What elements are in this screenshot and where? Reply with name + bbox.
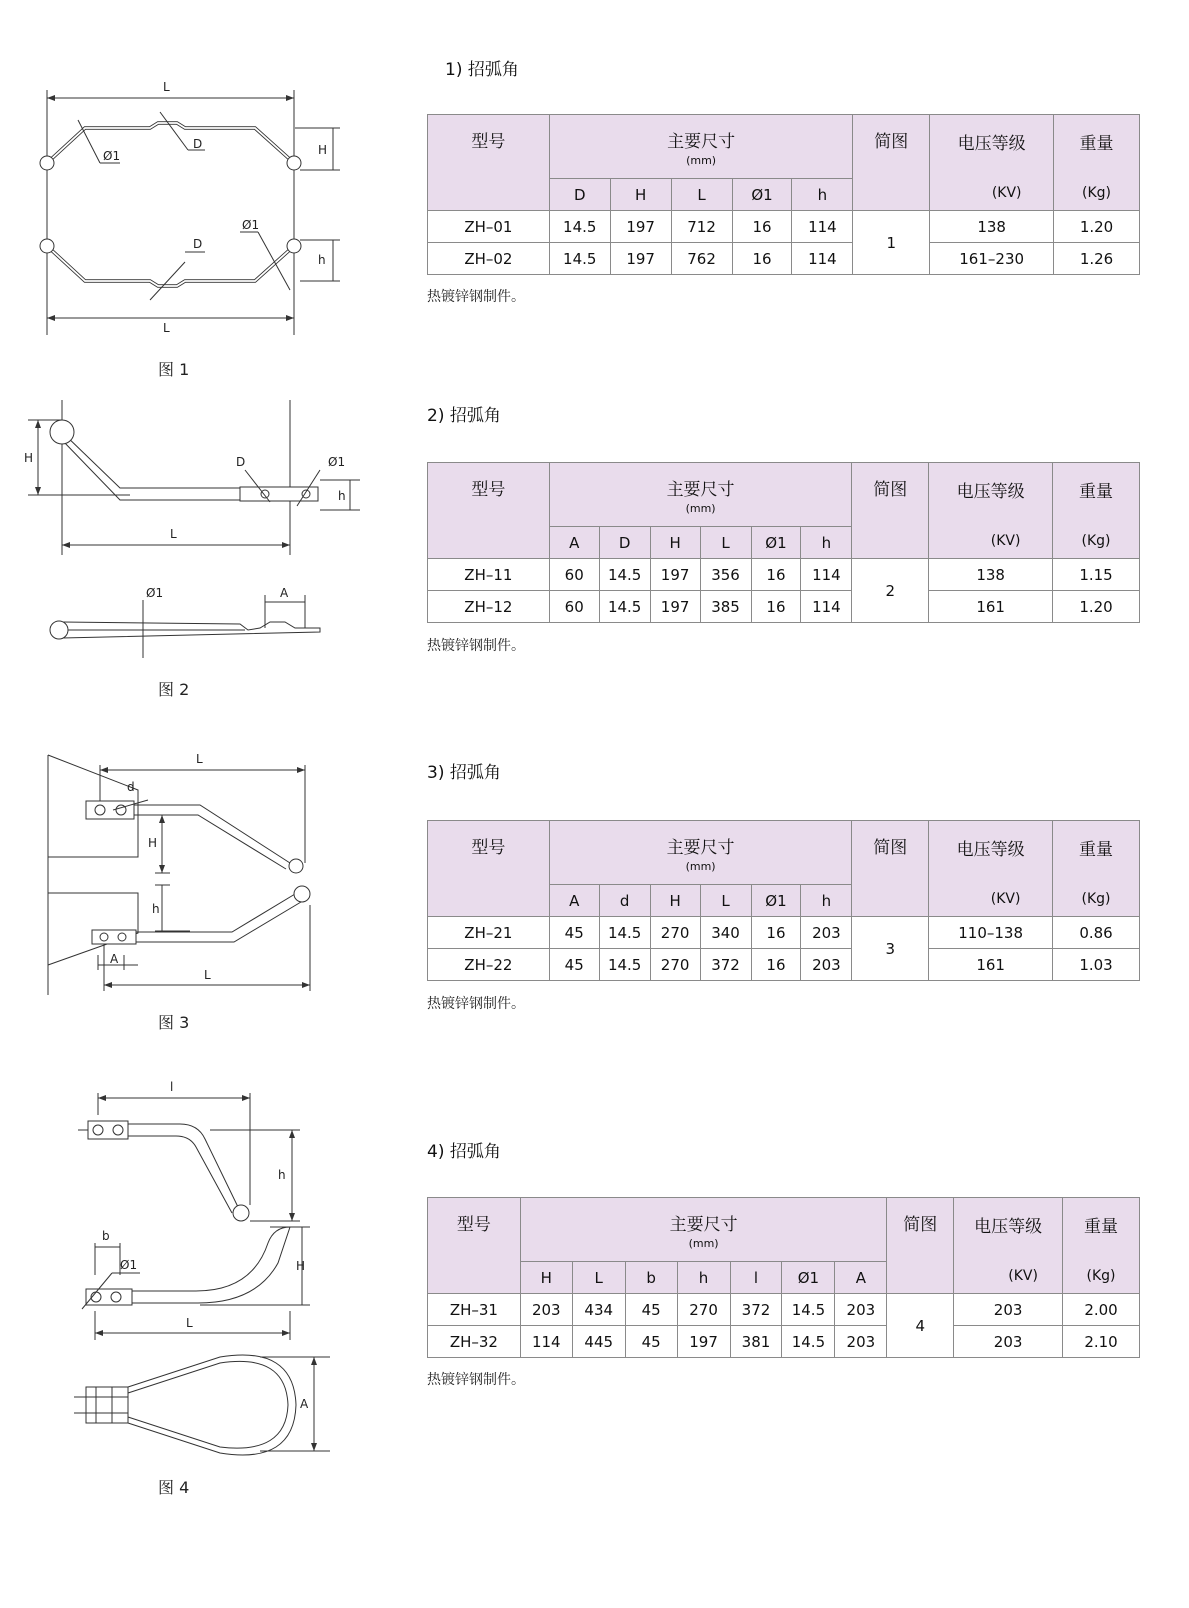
header-model: 型号 <box>428 821 550 917</box>
voltage-cell: 203 <box>954 1326 1063 1358</box>
table-row <box>428 559 1140 591</box>
column-header: A <box>835 1262 887 1294</box>
value-cell: 114 <box>801 559 852 591</box>
voltage-cell: 203 <box>954 1294 1063 1326</box>
value-cell: 16 <box>751 559 801 591</box>
value-cell: 45 <box>549 949 599 981</box>
value-cell: 434 <box>572 1294 625 1326</box>
fig3-L-bottom-label: L <box>204 968 211 982</box>
value-cell: 114 <box>792 243 853 275</box>
value-cell: 270 <box>650 949 700 981</box>
value-cell: 45 <box>625 1326 677 1358</box>
fig1-phi-top-label: Ø1 <box>103 149 121 163</box>
value-cell: 381 <box>730 1326 782 1358</box>
column-header: Ø1 <box>751 885 801 917</box>
table-row <box>428 1326 1140 1358</box>
table-row <box>428 917 1140 949</box>
table-row <box>428 949 1140 981</box>
fig1-D-top-label: D <box>193 137 203 151</box>
weight-cell: 2.00 <box>1063 1294 1140 1326</box>
voltage-cell: 161 <box>929 949 1053 981</box>
figure-2-svg <box>0 390 400 720</box>
figure-4-svg <box>0 1075 400 1515</box>
voltage-cell: 161–230 <box>930 243 1054 275</box>
value-cell: 16 <box>751 949 801 981</box>
column-header: L <box>700 885 751 917</box>
section-2-note: 热镀锌钢制件。 <box>427 638 525 654</box>
value-cell: 356 <box>700 559 751 591</box>
value-cell: 45 <box>549 917 599 949</box>
figure-1-caption: 图 1 <box>158 360 190 379</box>
value-cell: 16 <box>751 917 801 949</box>
section-3-title: 3) 招弧角 <box>427 763 501 783</box>
fig4-L-label: L <box>186 1316 193 1330</box>
fig3-A-label: A <box>110 952 119 966</box>
fig3-L-top-label: L <box>196 752 203 766</box>
value-cell: 203 <box>801 917 852 949</box>
figure-3-drawing <box>0 745 400 1045</box>
value-cell: 14.5 <box>782 1294 835 1326</box>
value-cell: 372 <box>730 1294 782 1326</box>
header-diagram: 简图 <box>853 115 930 211</box>
value-cell: 197 <box>610 211 671 243</box>
header-dims: 主要尺寸 (mm) <box>549 821 852 885</box>
figure-3-caption: 图 3 <box>158 1013 190 1032</box>
column-header: H <box>520 1262 572 1294</box>
column-header: D <box>549 179 610 211</box>
column-header: L <box>700 527 751 559</box>
header-model: 型号 <box>428 1198 521 1294</box>
figure-1-svg <box>0 0 400 390</box>
fig1-phi-bottom-label: Ø1 <box>242 218 260 232</box>
value-cell: 385 <box>700 591 751 623</box>
value-cell: 445 <box>572 1326 625 1358</box>
weight-cell: 1.20 <box>1053 591 1140 623</box>
value-cell: 270 <box>677 1294 730 1326</box>
header-voltage: 电压等级 (KV) <box>930 115 1054 211</box>
table-row <box>428 591 1140 623</box>
fig1-h-label: h <box>318 253 326 267</box>
weight-cell: 1.26 <box>1054 243 1140 275</box>
voltage-cell: 161 <box>929 591 1053 623</box>
model-cell: ZH–21 <box>428 917 550 949</box>
column-header: d <box>599 885 650 917</box>
table-row <box>428 1294 1140 1326</box>
column-header: h <box>801 885 852 917</box>
weight-cell: 1.15 <box>1053 559 1140 591</box>
value-cell: 14.5 <box>599 949 650 981</box>
column-header: Ø1 <box>751 527 801 559</box>
value-cell: 14.5 <box>599 917 650 949</box>
weight-cell: 1.03 <box>1053 949 1140 981</box>
value-cell: 203 <box>520 1294 572 1326</box>
value-cell: 60 <box>549 559 599 591</box>
figure-4-drawing <box>0 1075 400 1515</box>
fig4-H-label: H <box>296 1259 306 1273</box>
column-header: H <box>650 527 700 559</box>
voltage-cell: 138 <box>929 559 1053 591</box>
header-weight: 重量 (Kg) <box>1053 463 1140 559</box>
value-cell: 114 <box>520 1326 572 1358</box>
header-voltage: 电压等级 (KV) <box>929 463 1053 559</box>
value-cell: 14.5 <box>782 1326 835 1358</box>
fig4-phi-label: Ø1 <box>120 1258 138 1272</box>
value-cell: 14.5 <box>549 211 610 243</box>
column-header: Ø1 <box>782 1262 835 1294</box>
figure-2-drawing <box>0 390 400 720</box>
fig1-D-bottom-label: D <box>193 237 203 251</box>
header-voltage: 电压等级 (KV) <box>929 821 1053 917</box>
figure-1-drawing <box>0 0 400 390</box>
diagram-cell: 2 <box>852 559 929 623</box>
fig1-H-label: H <box>318 143 328 157</box>
header-dims: 主要尺寸 (mm) <box>549 115 853 179</box>
fig4-A-label: A <box>300 1397 309 1411</box>
value-cell: 197 <box>610 243 671 275</box>
table-row <box>428 243 1140 275</box>
section-4-note: 热镀锌钢制件。 <box>427 1372 525 1388</box>
column-header: L <box>671 179 732 211</box>
value-cell: 60 <box>549 591 599 623</box>
value-cell: 16 <box>732 243 792 275</box>
header-model: 型号 <box>428 463 550 559</box>
model-cell: ZH–31 <box>428 1294 521 1326</box>
fig2-D-label: D <box>236 455 246 469</box>
fig4-b-label: b <box>102 1229 110 1243</box>
fig4-l-label: l <box>170 1080 174 1094</box>
column-header: H <box>610 179 671 211</box>
value-cell: 16 <box>751 591 801 623</box>
value-cell: 114 <box>792 211 853 243</box>
figure-4-caption: 图 4 <box>158 1478 190 1497</box>
value-cell: 114 <box>801 591 852 623</box>
fig2-phi2-label: Ø1 <box>146 586 164 600</box>
value-cell: 45 <box>625 1294 677 1326</box>
header-diagram: 简图 <box>887 1198 954 1294</box>
section-1-table <box>427 114 1140 275</box>
value-cell: 16 <box>732 211 792 243</box>
section-1-note: 热镀锌钢制件。 <box>427 289 525 305</box>
column-header: h <box>792 179 853 211</box>
header-dims: 主要尺寸 (mm) <box>520 1198 887 1262</box>
column-header: b <box>625 1262 677 1294</box>
voltage-cell: 138 <box>930 211 1054 243</box>
value-cell: 197 <box>677 1326 730 1358</box>
column-header: A <box>549 885 599 917</box>
fig2-phi-label: Ø1 <box>328 455 346 469</box>
column-header: h <box>677 1262 730 1294</box>
fig1-L-top-label: L <box>163 80 170 94</box>
column-header: L <box>572 1262 625 1294</box>
header-diagram: 简图 <box>852 463 929 559</box>
model-cell: ZH–32 <box>428 1326 521 1358</box>
column-header: Ø1 <box>732 179 792 211</box>
header-model: 型号 <box>428 115 550 211</box>
value-cell: 340 <box>700 917 751 949</box>
figure-2-caption: 图 2 <box>158 680 190 699</box>
fig4-h-label: h <box>278 1168 286 1182</box>
voltage-cell: 110–138 <box>929 917 1053 949</box>
model-cell: ZH–22 <box>428 949 550 981</box>
header-voltage: 电压等级 (KV) <box>954 1198 1063 1294</box>
fig2-A-label: A <box>280 586 289 600</box>
section-2-title: 2) 招弧角 <box>427 406 501 426</box>
model-cell: ZH–12 <box>428 591 550 623</box>
section-3-table <box>427 820 1140 981</box>
weight-cell: 2.10 <box>1063 1326 1140 1358</box>
header-weight: 重量 (Kg) <box>1063 1198 1140 1294</box>
value-cell: 203 <box>801 949 852 981</box>
fig1-L-bottom-label: L <box>163 321 170 335</box>
header-weight: 重量 (Kg) <box>1054 115 1140 211</box>
value-cell: 372 <box>700 949 751 981</box>
value-cell: 14.5 <box>549 243 610 275</box>
model-cell: ZH–02 <box>428 243 550 275</box>
fig3-H-label: H <box>148 836 158 850</box>
header-weight: 重量 (Kg) <box>1053 821 1140 917</box>
weight-cell: 1.20 <box>1054 211 1140 243</box>
column-header: A <box>549 527 599 559</box>
diagram-cell: 4 <box>887 1294 954 1358</box>
value-cell: 203 <box>835 1294 887 1326</box>
diagram-cell: 3 <box>852 917 929 981</box>
section-1-title: 1) 招弧角 <box>445 60 519 80</box>
value-cell: 270 <box>650 917 700 949</box>
value-cell: 712 <box>671 211 732 243</box>
value-cell: 197 <box>650 591 700 623</box>
fig3-d-label: d <box>127 780 135 794</box>
section-4-table <box>427 1197 1140 1358</box>
fig3-h-label: h <box>152 902 160 916</box>
fig2-L-label: L <box>170 527 177 541</box>
value-cell: 762 <box>671 243 732 275</box>
fig2-H-label: H <box>24 451 34 465</box>
column-header: l <box>730 1262 782 1294</box>
figure-3-svg <box>0 745 400 1045</box>
fig2-h-label: h <box>338 489 346 503</box>
header-diagram: 简图 <box>852 821 929 917</box>
section-3-note: 热镀锌钢制件。 <box>427 996 525 1012</box>
value-cell: 14.5 <box>599 591 650 623</box>
table-row <box>428 211 1140 243</box>
column-header: H <box>650 885 700 917</box>
section-4-title: 4) 招弧角 <box>427 1142 501 1162</box>
column-header: D <box>599 527 650 559</box>
model-cell: ZH–11 <box>428 559 550 591</box>
value-cell: 14.5 <box>599 559 650 591</box>
weight-cell: 0.86 <box>1053 917 1140 949</box>
section-2-table <box>427 462 1140 623</box>
column-header: h <box>801 527 852 559</box>
diagram-cell: 1 <box>853 211 930 275</box>
value-cell: 197 <box>650 559 700 591</box>
model-cell: ZH–01 <box>428 211 550 243</box>
value-cell: 203 <box>835 1326 887 1358</box>
header-dims: 主要尺寸 (mm) <box>549 463 852 527</box>
